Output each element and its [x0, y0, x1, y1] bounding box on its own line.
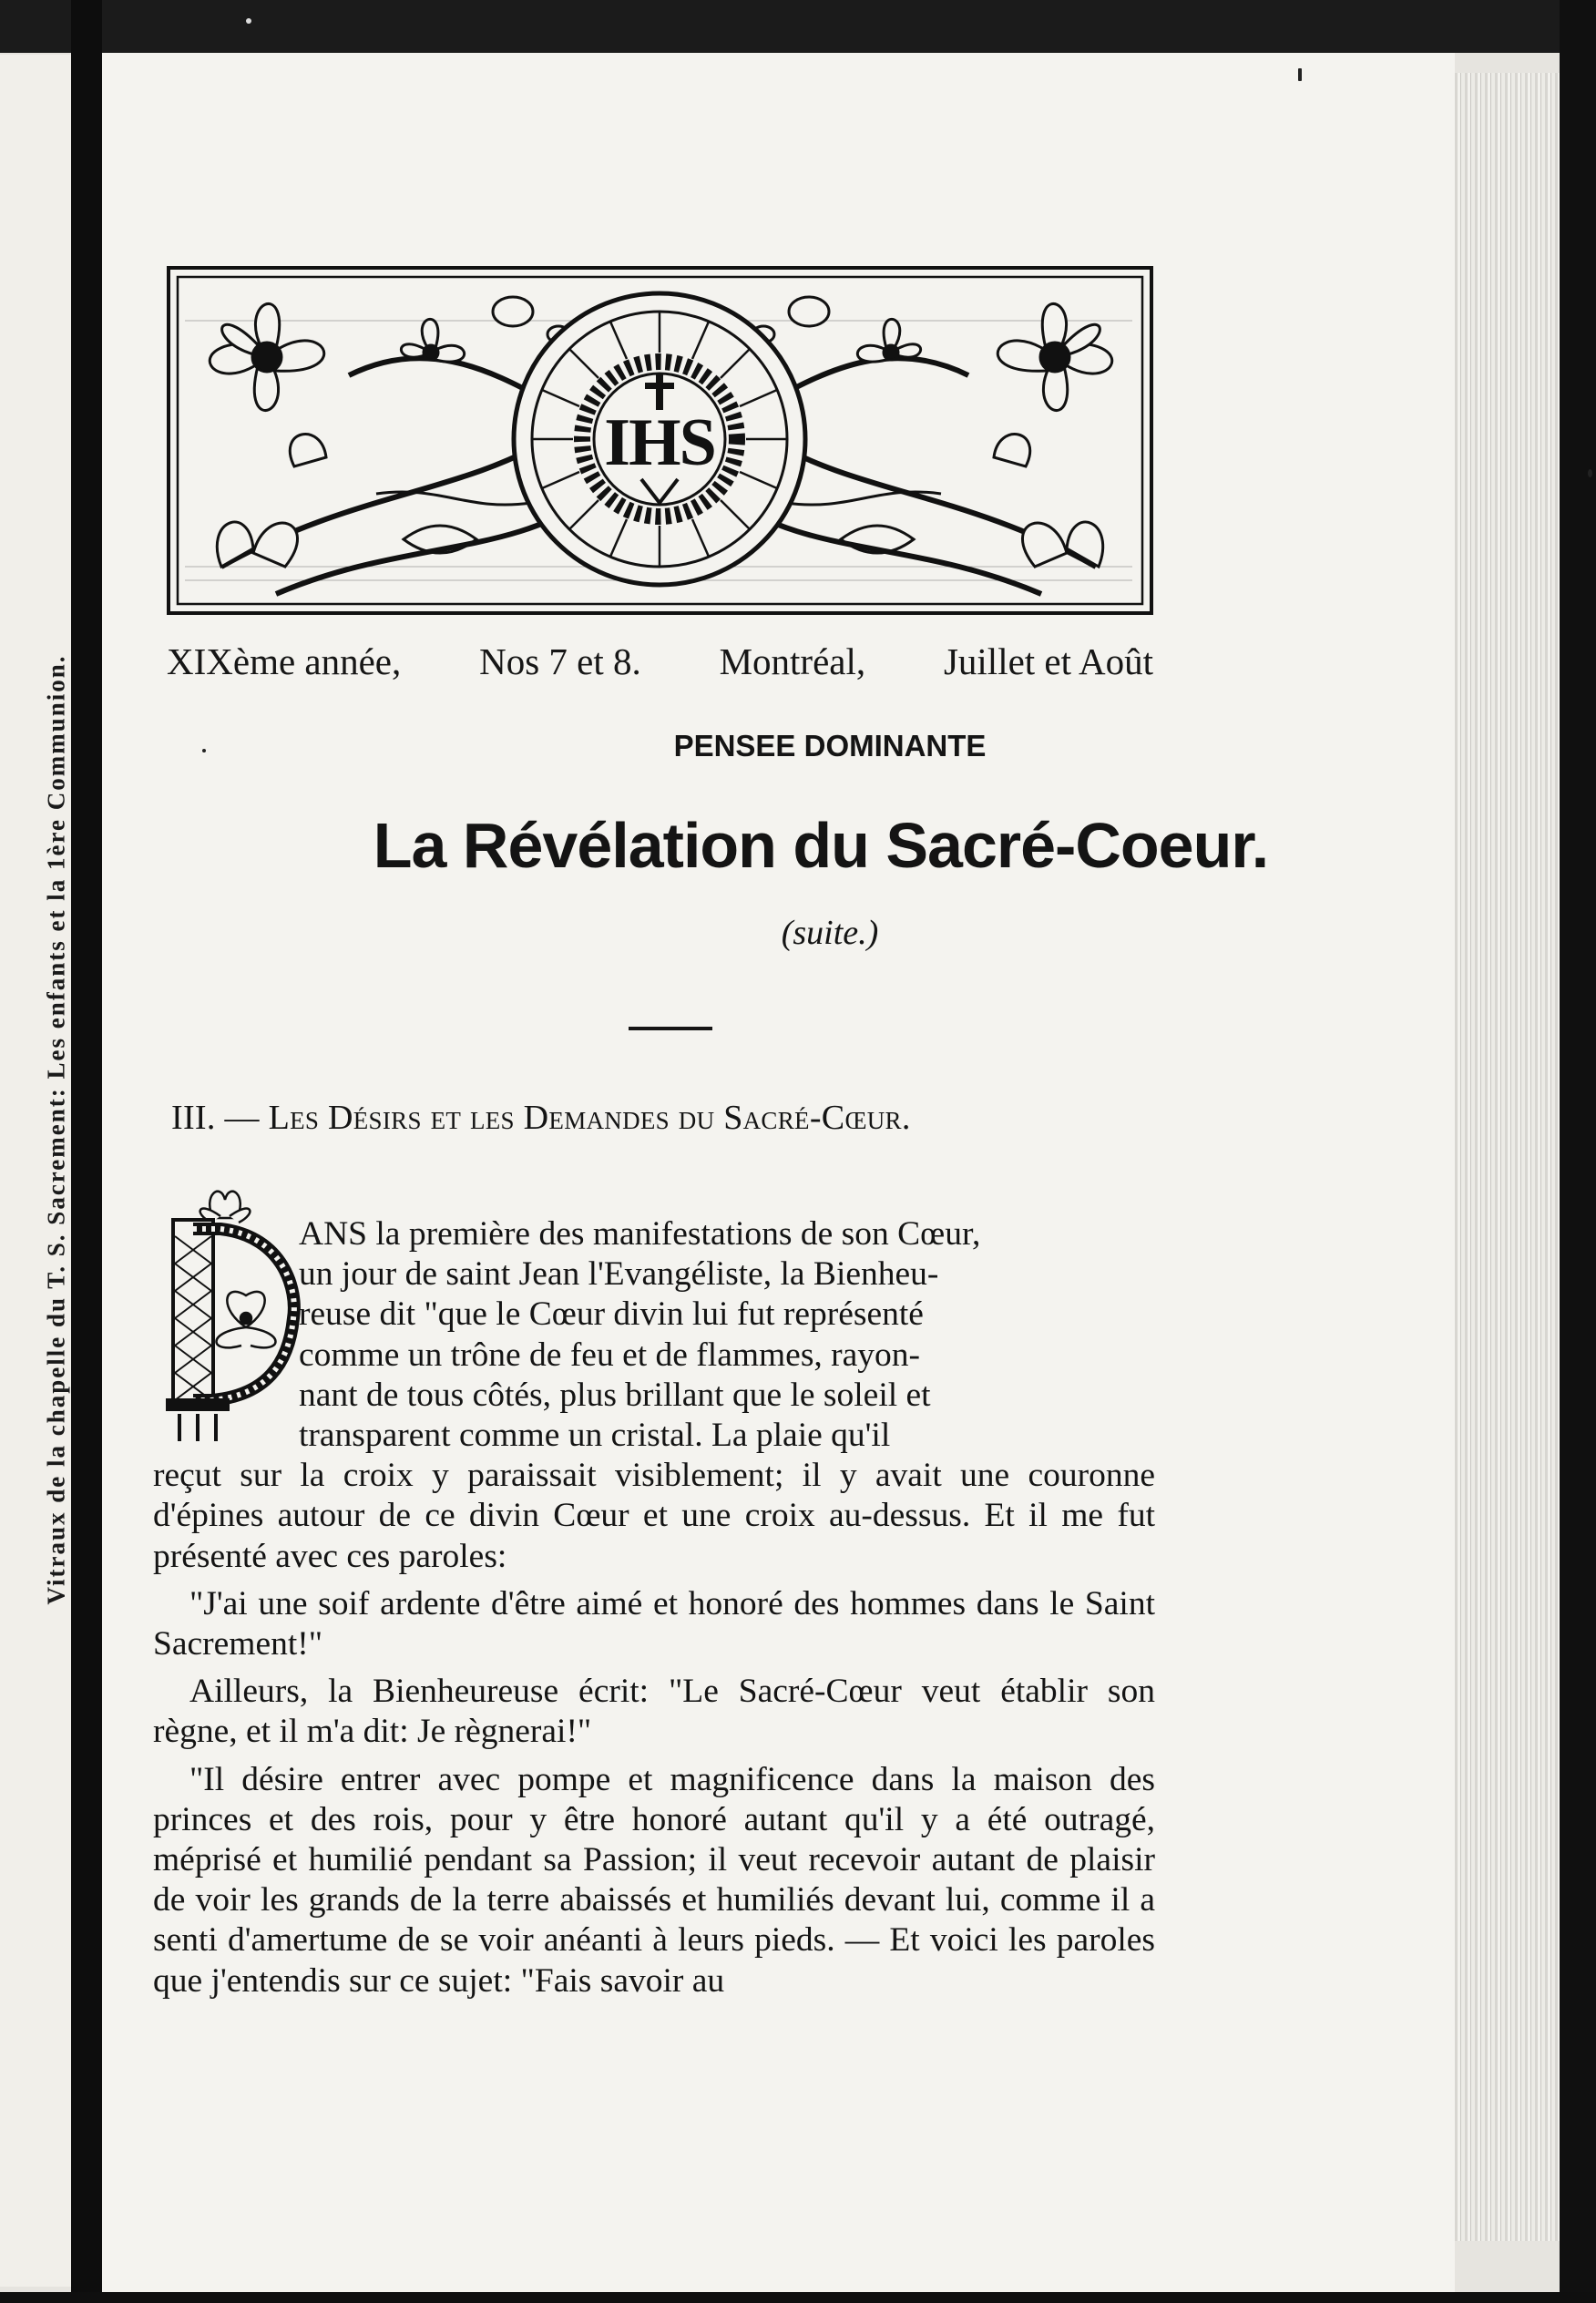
title-rule [629, 1027, 712, 1030]
section-number: III. — [171, 1099, 269, 1137]
paragraph: Ailleurs, la Bienheureuse écrit: "Le Sacré-Cœur veut établir son règne, et il m'a dit: Je règnerai!" [153, 1673, 1155, 1751]
page-edges [1455, 73, 1560, 2241]
text-line: comme un trône de feu et de flammes, rayon- [299, 1336, 921, 1374]
section-title: Les Désirs et les Demandes du Sacré-Cœur. [268, 1099, 911, 1137]
first-paragraph-lines [153, 1214, 1155, 1456]
scan-speck [1588, 469, 1592, 477]
scan-border-top [0, 0, 1596, 53]
side-caption: Vitraux de la chapelle du T. S. Sacrement: Les enfants et la 1ère Communion. [42, 654, 70, 1605]
ihs-monogram: IHS [604, 405, 715, 480]
issue-line [167, 640, 1153, 683]
scan-border-bottom [0, 2292, 1596, 2303]
issue-year: XIXème année, [167, 640, 402, 682]
text-line: reuse dit "que le Cœur divin lui fut représenté [299, 1295, 924, 1334]
section-heading [171, 1098, 1155, 1138]
text-line: transparent comme un cristal. La plaie qu'il [299, 1417, 891, 1455]
text-line: nant de tous côtés, plus brillant que le soleil et [299, 1376, 931, 1414]
article-title: La Révélation du Sacré-Coeur. [373, 810, 1269, 881]
scan-border-right [1560, 0, 1596, 2303]
ornamental-banner [167, 266, 1153, 615]
article-body [153, 1214, 1155, 2001]
text-line: ANS la première des manifestations de son Cœur, [299, 1215, 981, 1253]
article-subtitle: (suite.) [781, 914, 879, 952]
issue-place: Montréal, [719, 640, 866, 682]
book-gutter [71, 0, 102, 2303]
paragraph: "J'ai une soif ardente d'être aimé et honoré des hommes dans le Saint Sacrement!" [153, 1584, 1155, 1663]
scan-speck [202, 749, 206, 752]
paragraph: "Il désire entrer avec pompe et magnificence dans la maison des princes et des rois, pour y être honoré autant qu'il y a été outragé, méprisé et humilié pendant sa Passion; il veut recevoir autant de plaisir de voir les grands de la terre abaissés et humiliés devant lui, comme il a senti d'amertume de se voir anéanti à leurs pieds. — Et voici les paroles que j'entendis sur ce sujet: "Fais savoir au [153, 1760, 1155, 2000]
paragraph: reçut sur la croix y paraissait visiblement; il y avait une couronne d'épines autour de ce divin Cœur et une croix au-dessus. Et il me fut présenté avec ces paroles: [153, 1457, 1155, 1575]
issue-numbers: Nos 7 et 8. [479, 640, 641, 682]
scan-speck [246, 18, 251, 24]
kicker: PENSEE DOMINANTE [673, 729, 987, 763]
issue-months: Juillet et Août [943, 640, 1153, 682]
scan-speck [1298, 68, 1302, 81]
text-line: un jour de saint Jean l'Evangéliste, la Bienheu- [299, 1255, 939, 1294]
